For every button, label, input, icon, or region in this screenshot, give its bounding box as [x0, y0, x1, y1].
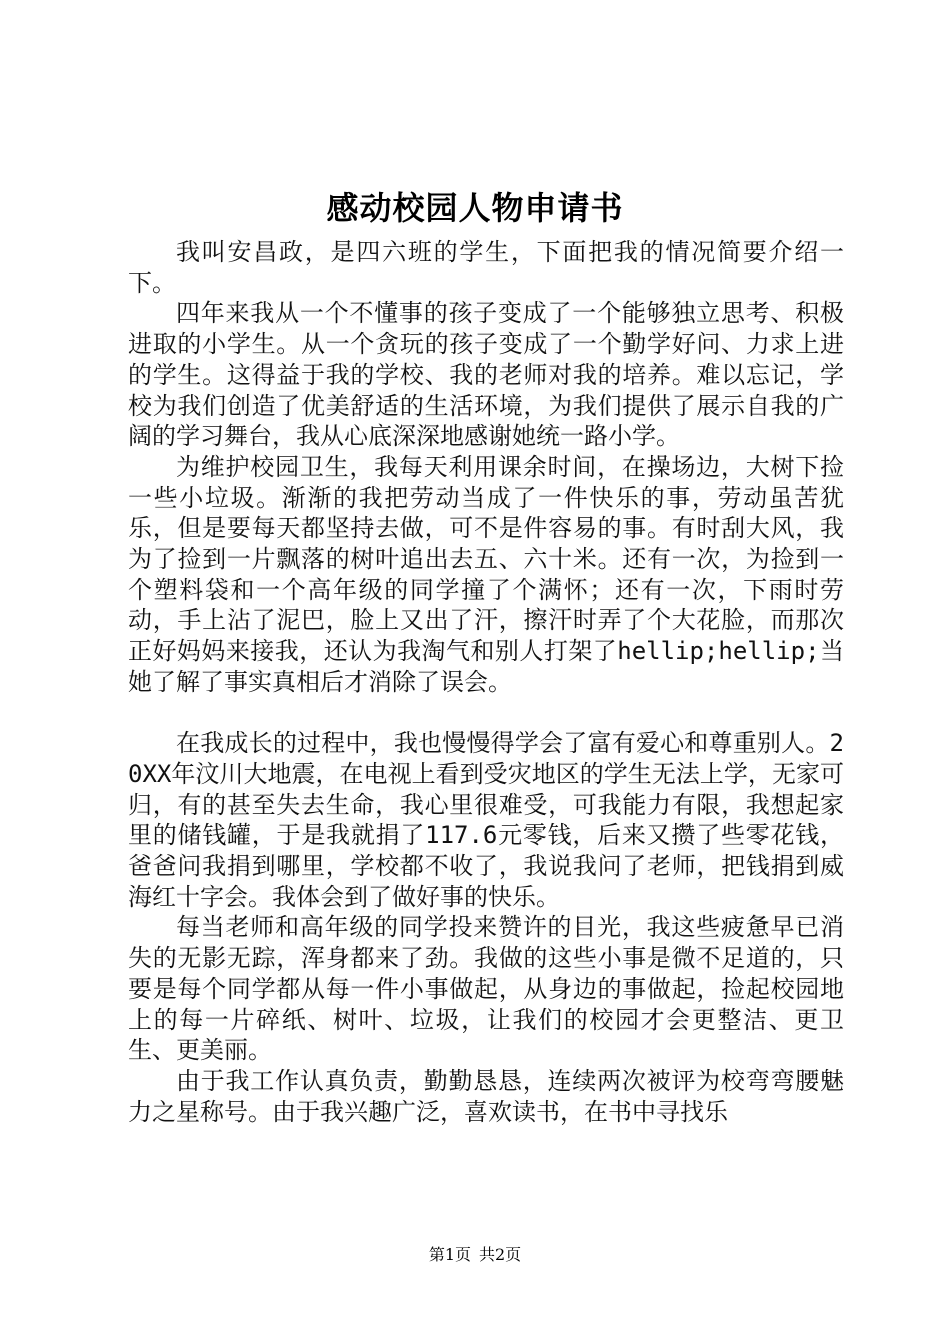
- document-body: [128, 237, 844, 1127]
- page-total: 共2页: [479, 1245, 522, 1264]
- paragraph-donation: 在我成长的过程中，我也慢慢得学会了富有爱心和尊重别人。20XX年汶川大地震，在电视上看到受灾地区的学生无法上学，无家可归，有的甚至失去生命，我心里很难受，可我能力有限，我想起家里的储钱罐，于是我就捐了117.6元零钱，后来又攒了些零花钱，爸爸问我捐到哪里，学校都不收了，我说我问了老师，把钱捐到威海红十字会。我体会到了做好事的快乐。: [128, 729, 844, 911]
- paragraph-spacer: [128, 698, 844, 729]
- paragraph-cleaning: 为维护校园卫生，我每天利用课余时间，在操场边，大树下捡一些小垃圾。渐渐的我把劳动当成了一件快乐的事，劳动虽苦犹乐，但是要每天都坚持去做，可不是件容易的事。有时刮大风，我为了捡到一片飘落的树叶追出去五、六十米。还有一次，为捡到一个塑料袋和一个高年级的同学撞了个满怀；还有一次，下雨时劳动，手上沾了泥巴，脸上又出了汗，擦汗时弄了个大花脸，而那次正好妈妈来接我，还认为我淘气和别人打架了hellip;hellip;当她了解了事实真相后才消除了误会。: [128, 452, 844, 696]
- page-footer: [0, 1245, 950, 1265]
- document-title: 感动校园人物申请书: [326, 189, 624, 227]
- paragraph-honors: 由于我工作认真负责，勤勤恳恳，连续两次被评为校弯弯腰魅力之星称号。由于我兴趣广泛，喜欢读书，在书中寻找乐: [128, 1066, 844, 1126]
- paragraph-growth: 四年来我从一个不懂事的孩子变成了一个能够独立思考、积极进取的小学生。从一个贪玩的孩子变成了一个勤学好问、力求上进的学生。这得益于我的学校、我的老师对我的培养。难以忘记，学校为我们创造了优美舒适的生活环境，为我们提供了展示自我的广阔的学习舞台，我从心底深深地感谢她统一路小学。: [128, 299, 844, 451]
- page-number: 第1页: [428, 1245, 471, 1264]
- paragraph-encouragement: 每当老师和高年级的同学投来赞许的目光，我这些疲惫早已消失的无影无踪，浑身都来了劲。我做的这些小事是微不足道的，只要是每个同学都从每一件小事做起，从身边的事做起，捡起校园地上的每一片碎纸、树叶、垃圾，让我们的校园才会更整洁、更卫生、更美丽。: [128, 913, 844, 1065]
- paragraph-intro: 我叫安昌政，是四六班的学生，下面把我的情况简要介绍一下。: [128, 238, 844, 297]
